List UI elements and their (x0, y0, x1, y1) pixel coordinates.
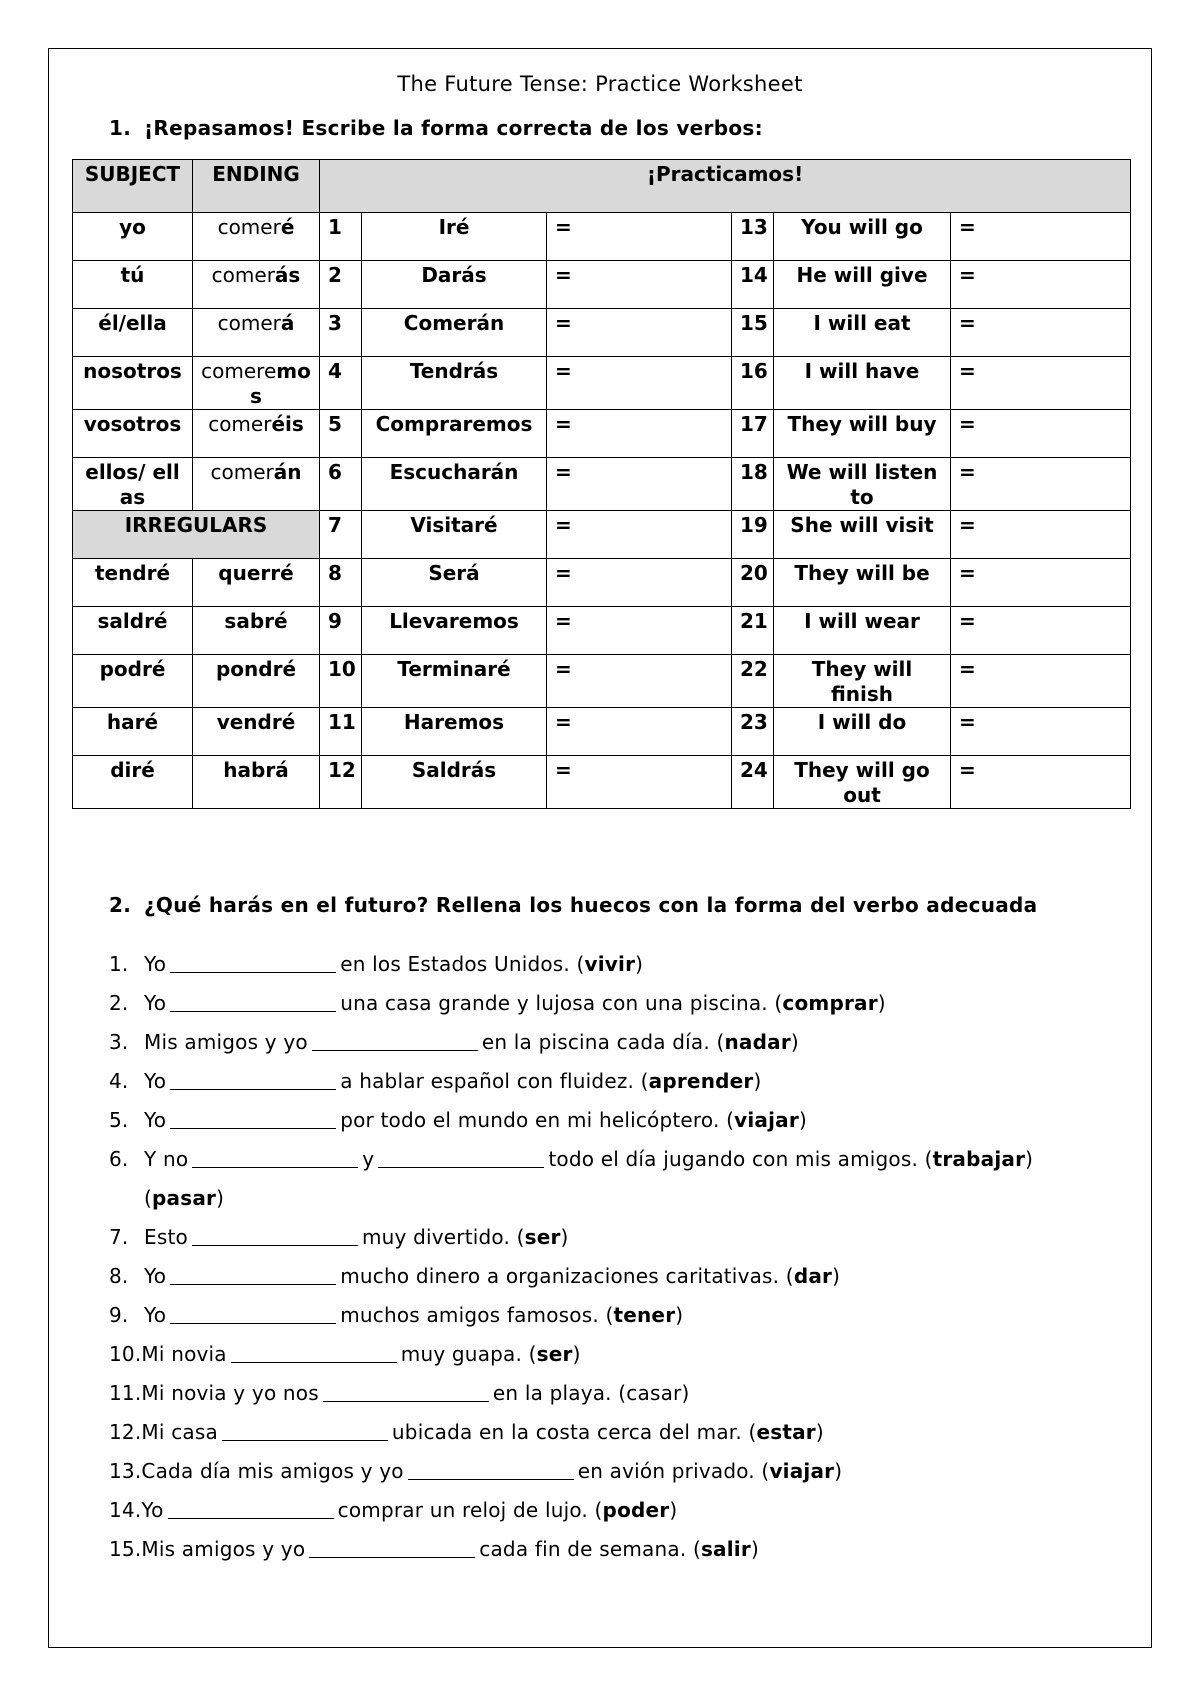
table-row (73, 357, 1131, 410)
item-number: 1 (320, 213, 362, 261)
exercise-text: y (362, 1147, 375, 1171)
item-number: 20 (732, 559, 774, 607)
exercise-text: ) (572, 1342, 581, 1366)
exercise-text: Yo (144, 1069, 167, 1093)
irregular-verb-cell: querré (193, 559, 320, 607)
infinitive: ser (524, 1225, 561, 1249)
spanish-verb: Saldrás (362, 756, 547, 809)
header-practice: ¡Practicamos! (320, 160, 1131, 213)
answer-blank[interactable] (170, 1108, 336, 1129)
item-number: 24 (732, 756, 774, 809)
header-ending: ENDING (193, 160, 320, 213)
answer-cell[interactable]: = (951, 708, 1131, 756)
spanish-verb: Darás (362, 261, 547, 309)
item-number: 4 (320, 357, 362, 410)
answer-cell[interactable]: = (547, 607, 732, 655)
ending-suffix: é (280, 215, 295, 239)
answer-blank[interactable] (309, 1537, 475, 1558)
exercise-text: cada fin de semana. ( (479, 1537, 701, 1561)
exercise-text: en los Estados Unidos. ( (340, 952, 585, 976)
table-row (73, 708, 1131, 756)
exercise-item (109, 1101, 1033, 1140)
item-number: 2 (320, 261, 362, 309)
spanish-verb: Visitaré (362, 511, 547, 559)
exercise-text: en avión privado. ( (577, 1459, 770, 1483)
answer-blank[interactable] (192, 1147, 358, 1168)
exercise-text: comprar un reloj de lujo. ( (337, 1498, 603, 1522)
exercise-item (109, 1335, 1033, 1374)
item-number: 10 (320, 655, 362, 708)
exercise-number: 7. (109, 1225, 129, 1249)
exercise-number: 6. (109, 1147, 129, 1171)
item-number: 11 (320, 708, 362, 756)
exercise-text: mucho dinero a organizaciones caritativas. ( (340, 1264, 794, 1288)
exercise-number: 12. (109, 1420, 142, 1444)
exercise-number: 8. (109, 1264, 129, 1288)
exercise-text: Y no (144, 1147, 189, 1171)
exercise-item (109, 984, 1033, 1023)
english-phrase: You will go (774, 213, 951, 261)
table-row (73, 309, 1131, 357)
item-number: 21 (732, 607, 774, 655)
ending-suffix: á (280, 311, 295, 335)
item-number: 17 (732, 410, 774, 458)
item-number: 15 (732, 309, 774, 357)
answer-cell[interactable]: = (547, 309, 732, 357)
section-1-number: 1. (109, 116, 132, 140)
infinitive: viajar (769, 1459, 835, 1483)
english-phrase: I will wear (774, 607, 951, 655)
infinitive: trabajar (932, 1147, 1026, 1171)
exercise-text: ) (832, 1264, 841, 1288)
answer-blank[interactable] (378, 1147, 544, 1168)
item-number: 8 (320, 559, 362, 607)
exercise-text: Esto (144, 1225, 188, 1249)
exercise-text: ) (750, 1537, 759, 1561)
answer-cell[interactable]: = (951, 607, 1131, 655)
answer-cell[interactable]: = (547, 458, 732, 511)
section-2-text: ¿Qué harás en el futuro? Rellena los huecos con la forma del verbo adecuada (144, 893, 1038, 917)
item-number: 7 (320, 511, 362, 559)
exercise-text: Mis amigos y yo (144, 1030, 308, 1054)
exercise-text: todo el día jugando con mis amigos. ( (548, 1147, 933, 1171)
ending-stem: comer (210, 460, 274, 484)
exercise-text: ) (834, 1459, 843, 1483)
ending-suffix: éis (271, 412, 304, 436)
exercise-number: 14. (109, 1498, 142, 1522)
ending-suffix: án (273, 460, 302, 484)
answer-cell[interactable]: = (547, 213, 732, 261)
section-2-heading (109, 893, 1037, 917)
table-row (73, 213, 1131, 261)
answer-cell[interactable]: = (547, 511, 732, 559)
item-number: 6 (320, 458, 362, 511)
english-phrase: I will have (774, 357, 951, 410)
exercise-item (109, 1452, 1033, 1491)
irregular-verb-cell: tendré (73, 559, 193, 607)
exercise-text: en la piscina cada día. ( (481, 1030, 725, 1054)
infinitive: poder (602, 1498, 670, 1522)
irregular-verb-cell: pondré (193, 655, 320, 708)
infinitive: pasar (152, 1186, 217, 1210)
ending-suffix: mos (250, 359, 311, 408)
exercise-item (109, 1023, 1033, 1062)
item-number: 5 (320, 410, 362, 458)
exercise-text: ) (216, 1186, 225, 1210)
exercise-text: Yo (144, 1108, 167, 1132)
exercise-text: ) (877, 991, 886, 1015)
infinitive: tener (613, 1303, 676, 1327)
exercise-text: ) (1025, 1147, 1034, 1171)
exercise-text: muchos amigos famosos. ( (340, 1303, 614, 1327)
ending-stem: comere (201, 359, 277, 383)
exercise-text: ) (669, 1498, 678, 1522)
irregular-verb-cell: sabré (193, 607, 320, 655)
table-row (73, 607, 1131, 655)
table-row (73, 511, 1131, 559)
exercise-text: Mi novia y yo nos (141, 1381, 319, 1405)
section-1-text: ¡Repasamos! Escribe la forma correcta de los verbos: (144, 116, 763, 140)
spanish-verb: Compraremos (362, 410, 547, 458)
exercise-item (109, 1140, 1033, 1179)
ending-stem: comer (217, 311, 281, 335)
subject-cell: tú (73, 261, 193, 309)
header-subject: SUBJECT (73, 160, 193, 213)
exercise-text: Yo (144, 1264, 167, 1288)
exercise-item (109, 1530, 1033, 1569)
answer-cell[interactable]: = (951, 559, 1131, 607)
exercise-item (109, 1218, 1033, 1257)
exercise-item (109, 1374, 1033, 1413)
exercise-text: a hablar español con fluidez. ( (340, 1069, 649, 1093)
exercise-text: por todo el mundo en mi helicóptero. ( (340, 1108, 735, 1132)
english-phrase: I will eat (774, 309, 951, 357)
answer-blank[interactable] (192, 1225, 358, 1246)
infinitive: estar (756, 1420, 816, 1444)
ending-stem: comer (208, 412, 272, 436)
exercise-number: 5. (109, 1108, 129, 1132)
answer-cell[interactable]: = (547, 261, 732, 309)
ending-cell (193, 309, 320, 357)
infinitive: dar (793, 1264, 833, 1288)
answer-blank[interactable] (170, 952, 336, 973)
item-number: 9 (320, 607, 362, 655)
ending-cell (193, 357, 320, 410)
table-row (73, 655, 1131, 708)
irregular-verb-cell: habrá (193, 756, 320, 809)
exercise-text: muy divertido. ( (361, 1225, 525, 1249)
exercise-item (109, 1257, 1033, 1296)
exercise-text: ) (635, 952, 644, 976)
infinitive: salir (700, 1537, 751, 1561)
exercise-number: 15. (109, 1537, 142, 1561)
exercise-number: 2. (109, 991, 129, 1015)
exercise-number: 11. (109, 1381, 142, 1405)
exercise-item (109, 945, 1033, 984)
infinitive: comprar (782, 991, 878, 1015)
exercise-text: Yo (141, 1498, 164, 1522)
exercise-text: Yo (144, 1303, 167, 1327)
english-phrase: They will buy (774, 410, 951, 458)
exercise-text: ) (560, 1225, 569, 1249)
answer-cell[interactable]: = (547, 559, 732, 607)
spanish-verb: Tendrás (362, 357, 547, 410)
exercise-text: Mi novia (141, 1342, 227, 1366)
ending-cell (193, 261, 320, 309)
answer-blank[interactable] (312, 1030, 478, 1051)
exercise-text: muy guapa. ( (400, 1342, 537, 1366)
item-number: 19 (732, 511, 774, 559)
answer-blank[interactable] (323, 1381, 489, 1402)
subject-cell: él/ella (73, 309, 193, 357)
answer-cell[interactable]: = (951, 309, 1131, 357)
item-number: 16 (732, 357, 774, 410)
exercise-text: en la playa. (casar) (492, 1381, 690, 1405)
answer-blank[interactable] (170, 1303, 336, 1324)
answer-blank[interactable] (170, 991, 336, 1012)
table-row (73, 458, 1131, 511)
table-row (73, 410, 1131, 458)
worksheet-title: The Future Tense: Practice Worksheet (397, 72, 803, 96)
item-number: 22 (732, 655, 774, 708)
irregular-verb-cell: diré (73, 756, 193, 809)
exercise-number: 13. (109, 1459, 142, 1483)
spanish-verb: Escucharán (362, 458, 547, 511)
answer-cell[interactable]: = (547, 357, 732, 410)
answer-cell[interactable]: = (547, 410, 732, 458)
exercise-number: 4. (109, 1069, 129, 1093)
answer-cell[interactable]: = (547, 655, 732, 708)
answer-blank[interactable] (168, 1498, 334, 1519)
exercise-number: 3. (109, 1030, 129, 1054)
verbs-table (72, 159, 1131, 809)
ending-cell (193, 410, 320, 458)
exercise-item (109, 1062, 1033, 1101)
item-number: 12 (320, 756, 362, 809)
answer-cell[interactable]: = (547, 708, 732, 756)
irregular-verb-cell: haré (73, 708, 193, 756)
exercise-text: ( (144, 1186, 153, 1210)
exercise-number: 1. (109, 952, 129, 976)
answer-cell[interactable]: = (951, 511, 1131, 559)
exercise-number: 9. (109, 1303, 129, 1327)
exercise-text: Yo (144, 991, 167, 1015)
answer-blank[interactable] (170, 1264, 336, 1285)
spanish-verb: Llevaremos (362, 607, 547, 655)
english-phrase: They will be (774, 559, 951, 607)
answer-blank[interactable] (170, 1069, 336, 1090)
ending-suffix: ás (274, 263, 301, 287)
section-2-number: 2. (109, 893, 132, 917)
exercise-text: ) (790, 1030, 799, 1054)
exercise-text: ) (798, 1108, 807, 1132)
table-row (73, 559, 1131, 607)
subject-cell: ellos/ ellas (73, 458, 193, 511)
subject-cell: nosotros (73, 357, 193, 410)
english-phrase: We will listen to (774, 458, 951, 511)
exercise-text: Cada día mis amigos y yo (141, 1459, 404, 1483)
answer-blank[interactable] (408, 1459, 574, 1480)
spanish-verb: Comerán (362, 309, 547, 357)
english-phrase: They will go out (774, 756, 951, 809)
ending-stem: comer (217, 215, 281, 239)
exercise-text: ) (753, 1069, 762, 1093)
answer-cell[interactable]: = (951, 655, 1131, 708)
spanish-verb: Será (362, 559, 547, 607)
answer-cell[interactable]: = (951, 756, 1131, 809)
item-number: 14 (732, 261, 774, 309)
irregular-verb-cell: saldré (73, 607, 193, 655)
answer-cell[interactable]: = (951, 458, 1131, 511)
spanish-verb: Iré (362, 213, 547, 261)
answer-blank[interactable] (222, 1420, 388, 1441)
subject-cell: yo (73, 213, 193, 261)
ending-cell (193, 458, 320, 511)
exercise-text: ubicada en la costa cerca del mar. ( (391, 1420, 757, 1444)
english-phrase: I will do (774, 708, 951, 756)
irregulars-label: IRREGULARS (73, 511, 320, 559)
item-number: 3 (320, 309, 362, 357)
english-phrase: She will visit (774, 511, 951, 559)
answer-cell[interactable]: = (951, 357, 1131, 410)
exercise-text: Yo (144, 952, 167, 976)
exercise-item-continuation (109, 1179, 1033, 1218)
table-header-row (73, 160, 1131, 213)
ending-stem: comer (211, 263, 275, 287)
item-number: 13 (732, 213, 774, 261)
spanish-verb: Haremos (362, 708, 547, 756)
section-1-heading (109, 116, 763, 140)
exercise-text: una casa grande y lujosa con una piscina. ( (340, 991, 783, 1015)
subject-cell: vosotros (73, 410, 193, 458)
answer-cell[interactable]: = (951, 261, 1131, 309)
exercise-text: Mi casa (141, 1420, 218, 1444)
english-phrase: He will give (774, 261, 951, 309)
exercise-list (109, 945, 1033, 1569)
exercise-item (109, 1296, 1033, 1335)
english-phrase: They will finish (774, 655, 951, 708)
infinitive: vivir (584, 952, 636, 976)
exercise-text: Mis amigos y yo (141, 1537, 306, 1561)
answer-cell[interactable]: = (951, 410, 1131, 458)
infinitive: nadar (724, 1030, 791, 1054)
exercise-item (109, 1413, 1033, 1452)
answer-cell[interactable]: = (547, 756, 732, 809)
item-number: 23 (732, 708, 774, 756)
infinitive: aprender (648, 1069, 754, 1093)
answer-blank[interactable] (231, 1342, 397, 1363)
ending-cell (193, 213, 320, 261)
exercise-text: ) (675, 1303, 684, 1327)
spanish-verb: Terminaré (362, 655, 547, 708)
infinitive: ser (536, 1342, 573, 1366)
irregular-verb-cell: podré (73, 655, 193, 708)
exercise-text: ) (815, 1420, 824, 1444)
item-number: 18 (732, 458, 774, 511)
exercise-item (109, 1491, 1033, 1530)
irregular-verb-cell: vendré (193, 708, 320, 756)
infinitive: viajar (734, 1108, 799, 1132)
answer-cell[interactable]: = (951, 213, 1131, 261)
table-row (73, 756, 1131, 809)
exercise-number: 10. (109, 1342, 142, 1366)
table-row (73, 261, 1131, 309)
